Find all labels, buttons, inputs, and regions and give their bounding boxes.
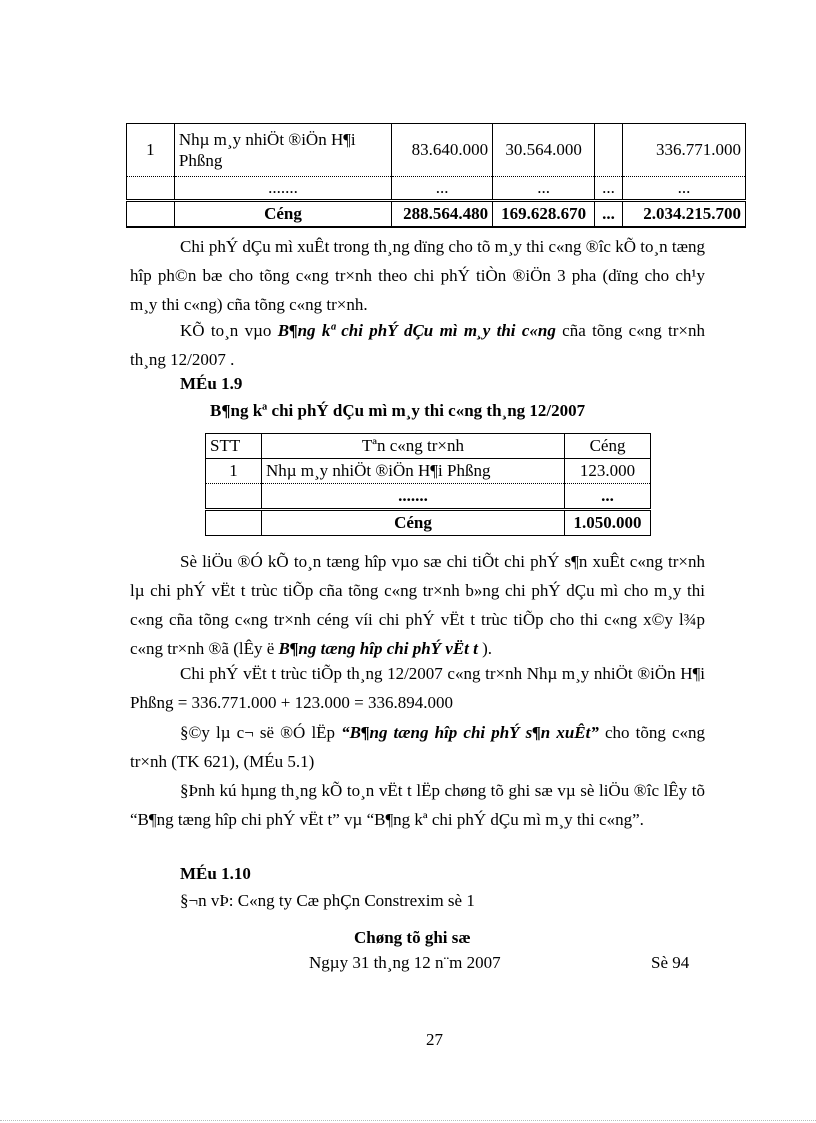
- voucher-title: Chøng tõ ghi sæ: [354, 928, 471, 947]
- fuel-cost-table: [205, 433, 651, 536]
- table-row: ....... ...: [206, 484, 651, 510]
- date-line: Ngµy 31 th¸ng 12 n¨m 2007: [309, 953, 501, 972]
- paragraph-5: §©y lµ c¬ së ®Ó lËp “B¶ng tæng hîp chi phÝ s¶n xuÊt” cho tõng c«ng tr×nh (TK 621), (MÉu 5.1): [130, 723, 705, 771]
- table-row: ....... ... ... ... ...: [127, 177, 746, 201]
- table-row: 1 Nhµ m¸y nhiÖt ®iÖn H¶i Phßng 83.640.000 30.564.000 336.771.000: [127, 124, 746, 177]
- table-total-row: Céng 288.564.480 169.628.670 ... 2.034.215.700: [127, 201, 746, 228]
- unit-line: §¬n vÞ: C«ng ty Cæ phÇn Constrexim sè 1: [180, 891, 475, 910]
- form-label-1-10: MÉu 1.10: [180, 864, 251, 883]
- cost-table-continued: [126, 123, 746, 228]
- bottom-border: [0, 1120, 816, 1121]
- number-line: Sè 94: [651, 953, 690, 972]
- paragraph-3: Sè liÖu ®Ó kÕ to¸n tæng hîp vµo sæ chi tiÕt chi phÝ s¶n xuÊt c«ng tr×nh lµ chi phÝ vËt t trùc tiÕp cña tõng c«ng tr×nh b»ng chi phÝ dÇu mì cho m¸y thi c«ng cña tõng c«ng tr×nh céng víi chi phÝ vËt t trùc tiÕp cho thi c«ng x©y l¾p c«ng tr×nh ®ã (lÊy ë B¶ng tæng hîp chi phÝ vËt t ).: [130, 552, 705, 658]
- form-label-1-9: MÉu 1.9: [180, 374, 243, 393]
- page-number: 27: [426, 1030, 443, 1049]
- table-total-row: Céng 1.050.000: [206, 510, 651, 536]
- paragraph-1: Chi phÝ dÇu mì xuÊt trong th¸ng dïng cho tõ m¸y thi c«ng ®îc kÕ to¸n tæng hîp ph©n bæ cho tõng c«ng tr×nh theo chi phÝ tiÒn ®iÖn 3 pha (dïng cho ch¹y m¸y thi c«ng) cña tõng c«ng tr×nh.: [130, 237, 705, 314]
- paragraph-2: KÕ to¸n vµo B¶ng kª chi phÝ dÇu mì m¸y thi c«ng cña tõng c«ng tr×nh th¸ng 12/2007 .: [130, 321, 705, 369]
- paragraph-4: Chi phÝ vËt t trùc tiÕp th¸ng 12/2007 c«ng tr×nh Nhµ m¸y nhiÖt ®iÖn H¶i Phßng = 336.771.000 + 123.000 = 336.894.000: [130, 664, 705, 712]
- table-header-row: STT Tªn c«ng tr×nh Céng: [206, 434, 651, 459]
- table2-title: B¶ng kª chi phÝ dÇu mì m¸y thi c«ng th¸ng 12/2007: [210, 401, 586, 420]
- paragraph-6: §Þnh kú hµng th¸ng kÕ to¸n vËt t lËp chøng tõ ghi sæ vµ sè liÖu ®îc lÊy tõ “B¶ng tæng hîp chi phÝ vËt t” vµ “B¶ng kª chi phÝ dÇu mì m¸y thi c«ng”.: [130, 781, 705, 829]
- table-row: 1 Nhµ m¸y nhiÖt ®iÖn H¶i Phßng 123.000: [206, 459, 651, 484]
